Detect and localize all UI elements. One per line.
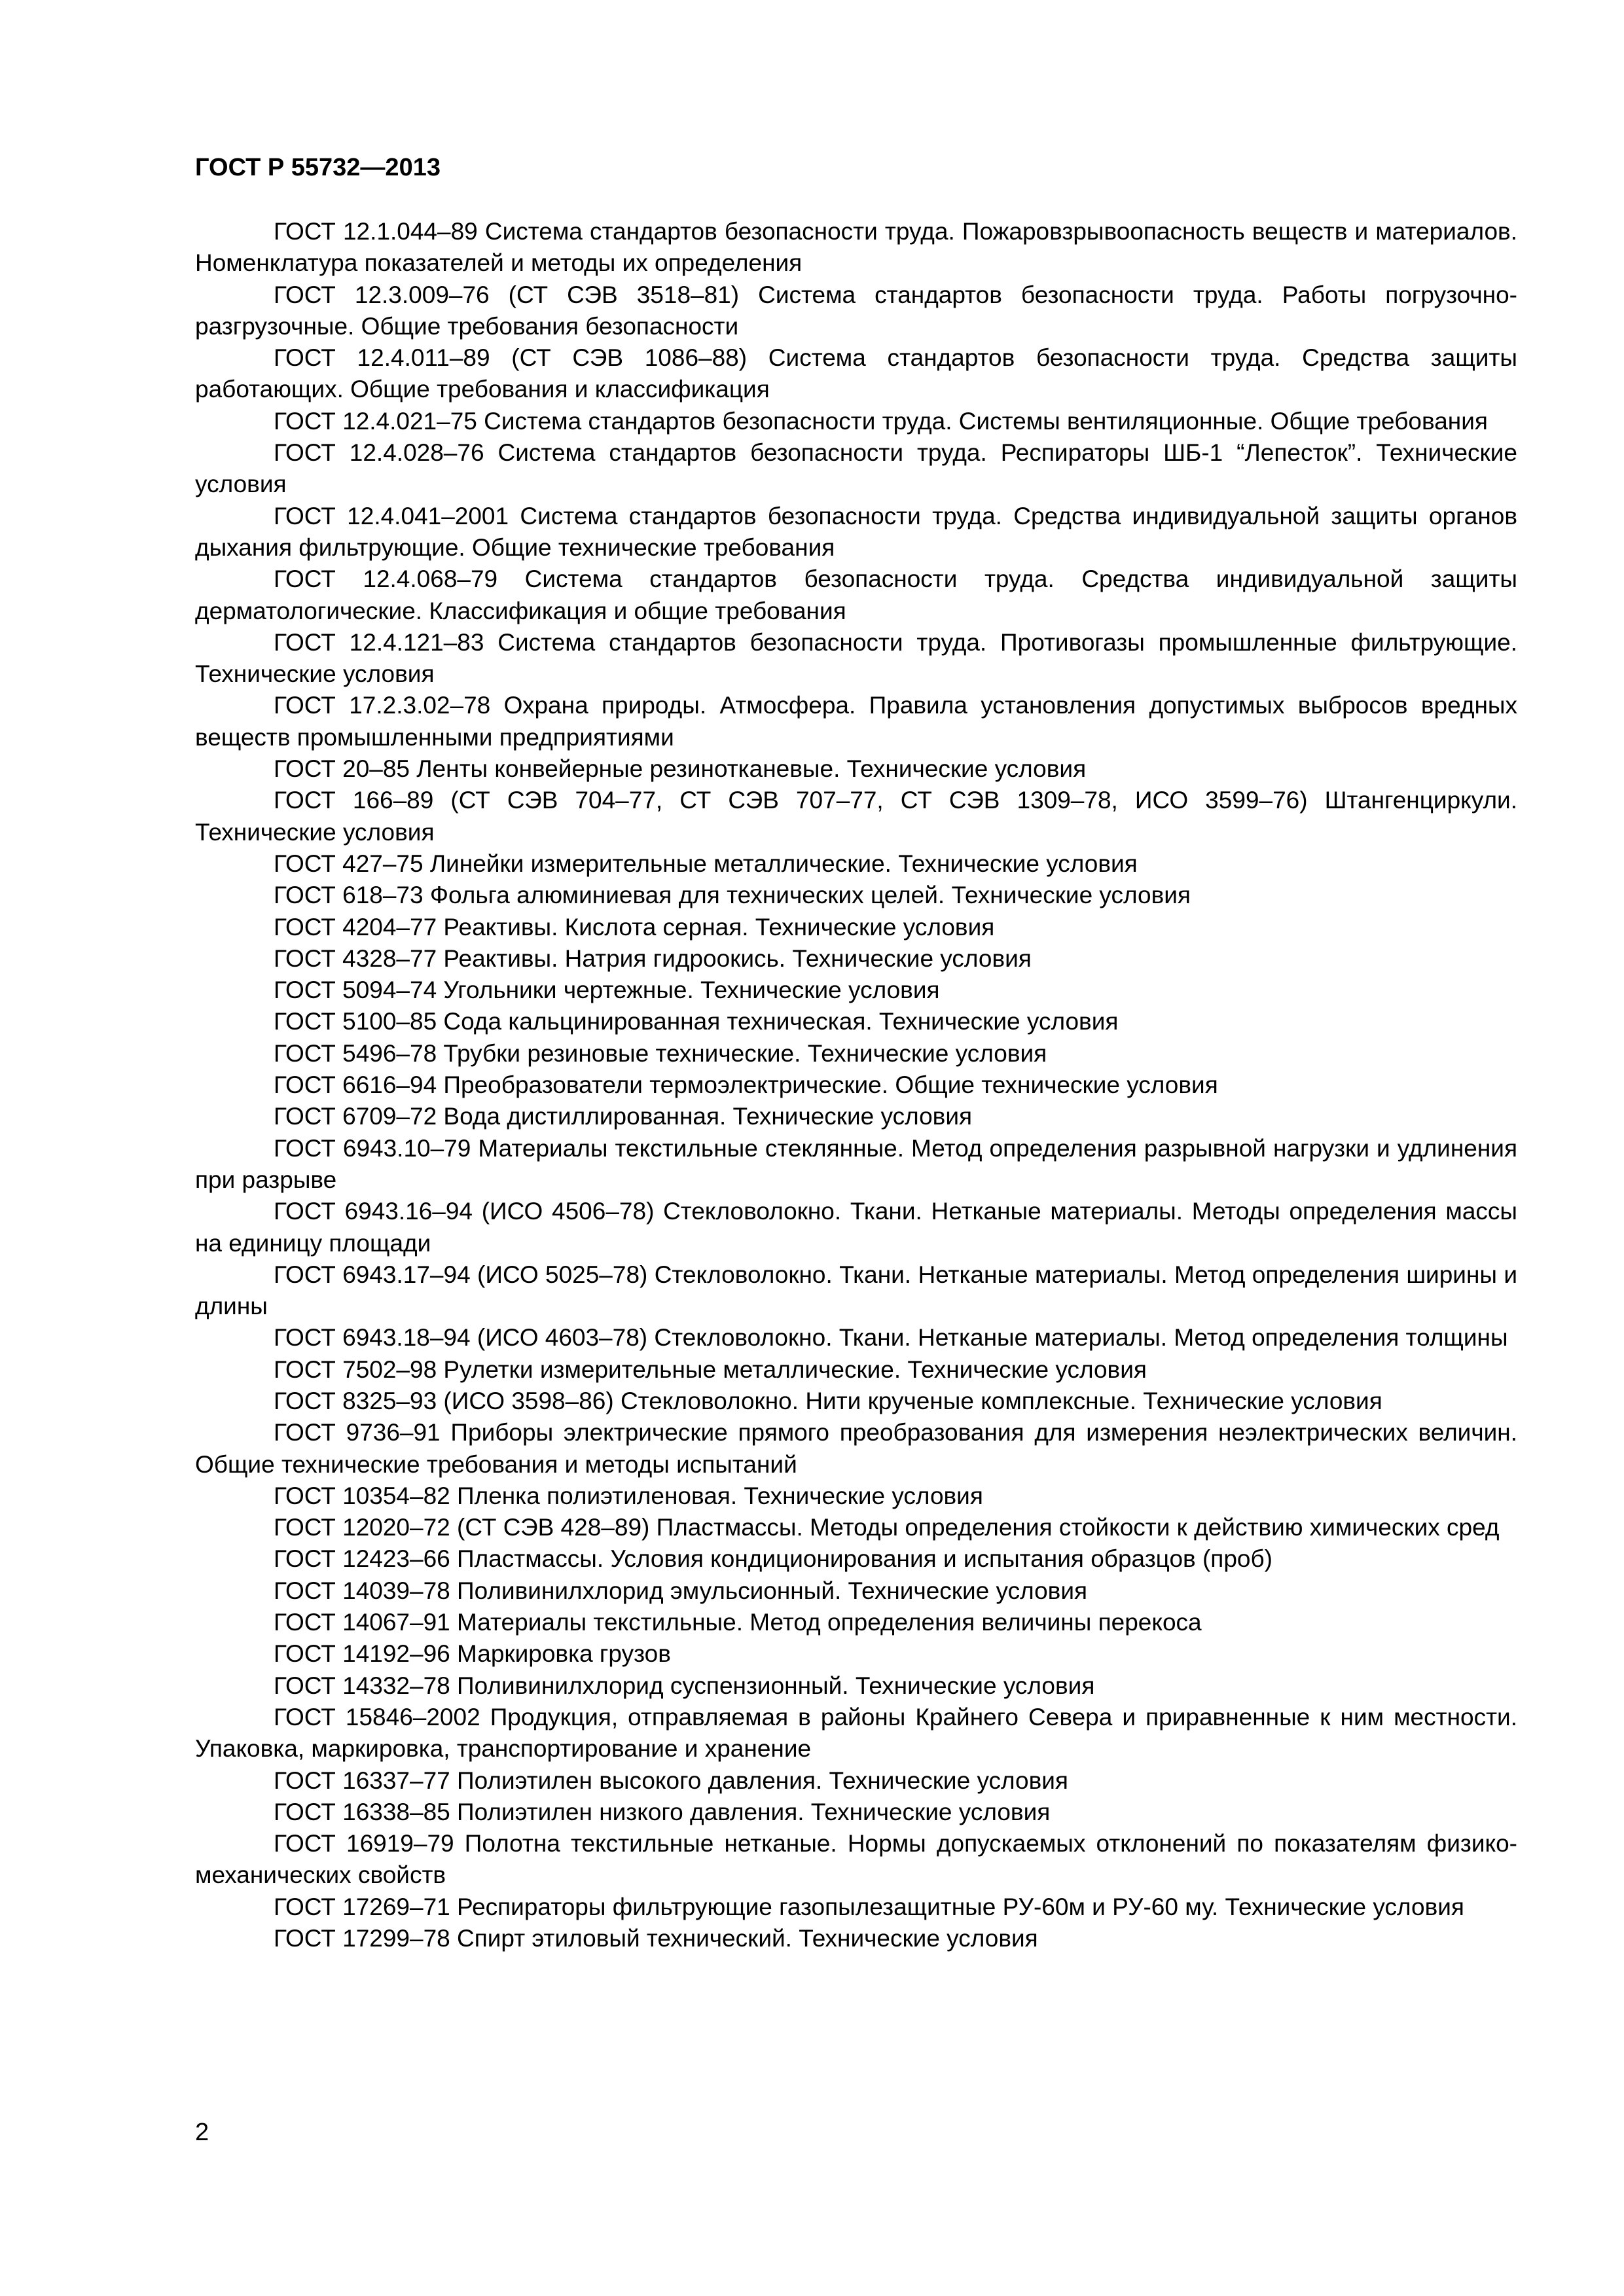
reference-item: ГОСТ 16337–77 Полиэтилен высокого давления. Технические условия (274, 1767, 1068, 1794)
reference-item: ГОСТ 14332–78 Поливинилхлорид суспензионный. Технические условия (274, 1672, 1095, 1699)
reference-item: ГОСТ 14067–91 Материалы текстильные. Метод определения величины перекоса (274, 1609, 1202, 1636)
reference-item: ГОСТ 14039–78 Поливинилхлорид эмульсионный. Технические условия (274, 1577, 1088, 1604)
reference-item: ГОСТ 6709–72 Вода дистиллированная. Технические условия (274, 1103, 973, 1130)
reference-item: ГОСТ 9736–91 Приборы электрические прямого преобразования для измерения неэлектрических величин. Общие технические требования и методы испытаний (195, 1419, 1517, 1478)
reference-item: ГОСТ 618–73 Фольга алюминиевая для технических целей. Технические условия (274, 882, 1191, 909)
reference-item: ГОСТ 6943.16–94 (ИСО 4506–78) Стекловолокно. Ткани. Нетканые материалы. Методы определения массы на единицу площади (195, 1198, 1517, 1257)
reference-item: ГОСТ 4328–77 Реактивы. Натрия гидроокись. Технические условия (274, 944, 1032, 972)
reference-item: ГОСТ 12.1.044–89 Система стандартов безопасности труда. Пожаровзрывоопасность веществ и материалов. Номенклатура показателей и методы их определения (195, 218, 1517, 277)
reference-item: ГОСТ 4204–77 Реактивы. Кислота серная. Технические условия (274, 913, 995, 941)
reference-item: ГОСТ 14192–96 Маркировка грузов (274, 1640, 671, 1668)
reference-item: ГОСТ 5496–78 Трубки резиновые технические. Технические условия (274, 1039, 1047, 1067)
reference-item: ГОСТ 10354–82 Пленка полиэтиленовая. Технические условия (274, 1482, 983, 1509)
reference-item: ГОСТ 15846–2002 Продукция, отправляемая в районы Крайнего Севера и приравненные к ним местности. Упаковка, маркировка, транспортирование и хранение (195, 1703, 1517, 1763)
reference-item: ГОСТ 20–85 Ленты конвейерные резинотканевые. Технические условия (274, 755, 1087, 783)
reference-item: ГОСТ 8325–93 (ИСО 3598–86) Стекловолокно. Нити крученые комплексные. Технические условия (274, 1387, 1382, 1414)
reference-item: ГОСТ 17269–71 Респираторы фильтрующие газопылезащитные РУ-60м и РУ-60 му. Технические условия (274, 1893, 1464, 1920)
reference-item: ГОСТ 12.4.021–75 Система стандартов безопасности труда. Системы вентиляционные. Общие требования (274, 407, 1488, 435)
reference-item: ГОСТ 12.4.041–2001 Система стандартов безопасности труда. Средства индивидуальной защиты органов дыхания фильтрующие. Общие технические требования (195, 502, 1517, 561)
reference-item: ГОСТ 6943.10–79 Материалы текстильные стеклянные. Метод определения разрывной нагрузки и удлинения при разрыве (195, 1134, 1517, 1193)
reference-item: ГОСТ 12423–66 Пластмассы. Условия кондиционирования и испытания образцов (проб) (274, 1545, 1272, 1573)
reference-item: ГОСТ 5094–74 Угольники чертежные. Технические условия (274, 977, 940, 1004)
reference-item: ГОСТ 12.4.068–79 Система стандартов безопасности труда. Средства индивидуальной защиты дерматологические. Классификация и общие требования (195, 565, 1517, 624)
reference-item: ГОСТ 166–89 (СТ СЭВ 704–77, СТ СЭВ 707–77, СТ СЭВ 1309–78, ИСО 3599–76) Штангенциркули. Технические условия (195, 787, 1517, 846)
reference-item: ГОСТ 12.4.028–76 Система стандартов безопасности труда. Респираторы ШБ-1 “Лепесток”. Технические условия (195, 439, 1517, 498)
reference-item: ГОСТ 16338–85 Полиэтилен низкого давления. Технические условия (274, 1798, 1051, 1825)
reference-item: ГОСТ 16919–79 Полотна текстильные нетканые. Нормы допускаемых отклонений по показателям физико-механических свойств (195, 1830, 1517, 1889)
page-number: 2 (195, 2119, 209, 2146)
reference-item: ГОСТ 427–75 Линейки измерительные металлические. Технические условия (274, 850, 1138, 877)
reference-item: ГОСТ 6943.18–94 (ИСО 4603–78) Стекловолокно. Ткани. Нетканые материалы. Метод определения толщины (274, 1324, 1508, 1352)
reference-item: ГОСТ 17.2.3.02–78 Охрана природы. Атмосфера. Правила установления допустимых выбросов вредных веществ промышленными предприятиями (195, 692, 1517, 751)
reference-item: ГОСТ 6616–94 Преобразователи термоэлектрические. Общие технические условия (274, 1071, 1218, 1099)
reference-item: ГОСТ 12.3.009–76 (СТ СЭВ 3518–81) Система стандартов безопасности труда. Работы погрузочно-разгрузочные. Общие требования безопасности (195, 281, 1517, 340)
reference-item: ГОСТ 7502–98 Рулетки измерительные металлические. Технические условия (274, 1355, 1147, 1383)
reference-item: ГОСТ 12.4.121–83 Система стандартов безопасности труда. Противогазы промышленные фильтрующие. Технические условия (195, 628, 1517, 688)
reference-item: ГОСТ 5100–85 Сода кальцинированная техническая. Технические условия (274, 1008, 1119, 1035)
normative-references-list (195, 216, 1517, 1954)
reference-item: ГОСТ 6943.17–94 (ИСО 5025–78) Стекловолокно. Ткани. Нетканые материалы. Метод определения ширины и длины (195, 1261, 1517, 1320)
document-header: ГОСТ Р 55732—2013 (195, 154, 441, 181)
reference-item: ГОСТ 17299–78 Спирт этиловый технический. Технические условия (274, 1925, 1038, 1952)
reference-item: ГОСТ 12020–72 (СТ СЭВ 428–89) Пластмассы. Методы определения стойкости к действию химических сред (274, 1514, 1500, 1541)
reference-item: ГОСТ 12.4.011–89 (СТ СЭВ 1086–88) Система стандартов безопасности труда. Средства защиты работающих. Общие требования и классификация (195, 344, 1517, 403)
